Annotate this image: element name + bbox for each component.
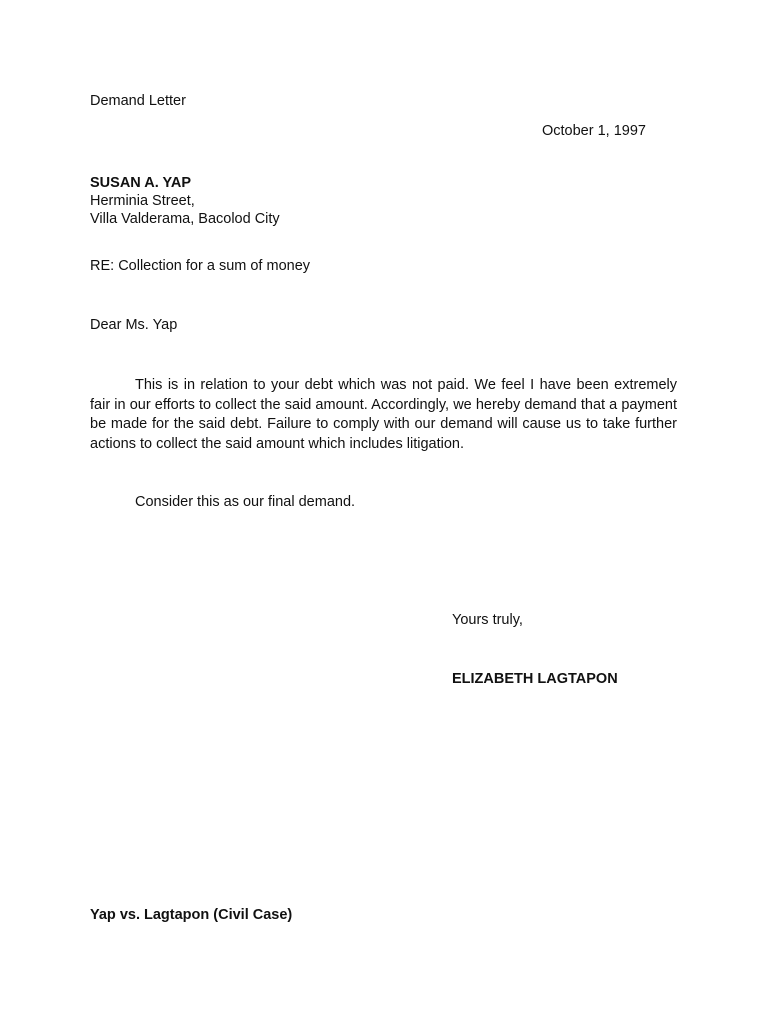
recipient-address-line-1: Herminia Street, [90,193,195,209]
sender-name: ELIZABETH LAGTAPON [452,671,618,687]
final-demand-paragraph: Consider this as our final demand. [135,494,356,510]
case-title: Yap vs. Lagtapon (Civil Case) [90,907,293,923]
document-heading: Demand Letter [90,93,186,109]
subject-line: RE: Collection for a sum of money [90,258,311,274]
body-paragraph: This is in relation to your debt which was not paid. We feel I have been extremely fair in our efforts to collect the said amount. Accordingly, we hereby demand that a payment be made for the said debt. Failure to comply with our demand will cause us to take further actions to collect the said amount which includes litigation. [90,377,677,452]
closing: Yours truly, [452,612,523,628]
recipient-address-line-2: Villa Valderama, Bacolod City [90,211,280,227]
recipient-name: SUSAN A. YAP [90,175,191,191]
salutation: Dear Ms. Yap [90,317,178,333]
letter-date: October 1, 1997 [542,123,646,139]
